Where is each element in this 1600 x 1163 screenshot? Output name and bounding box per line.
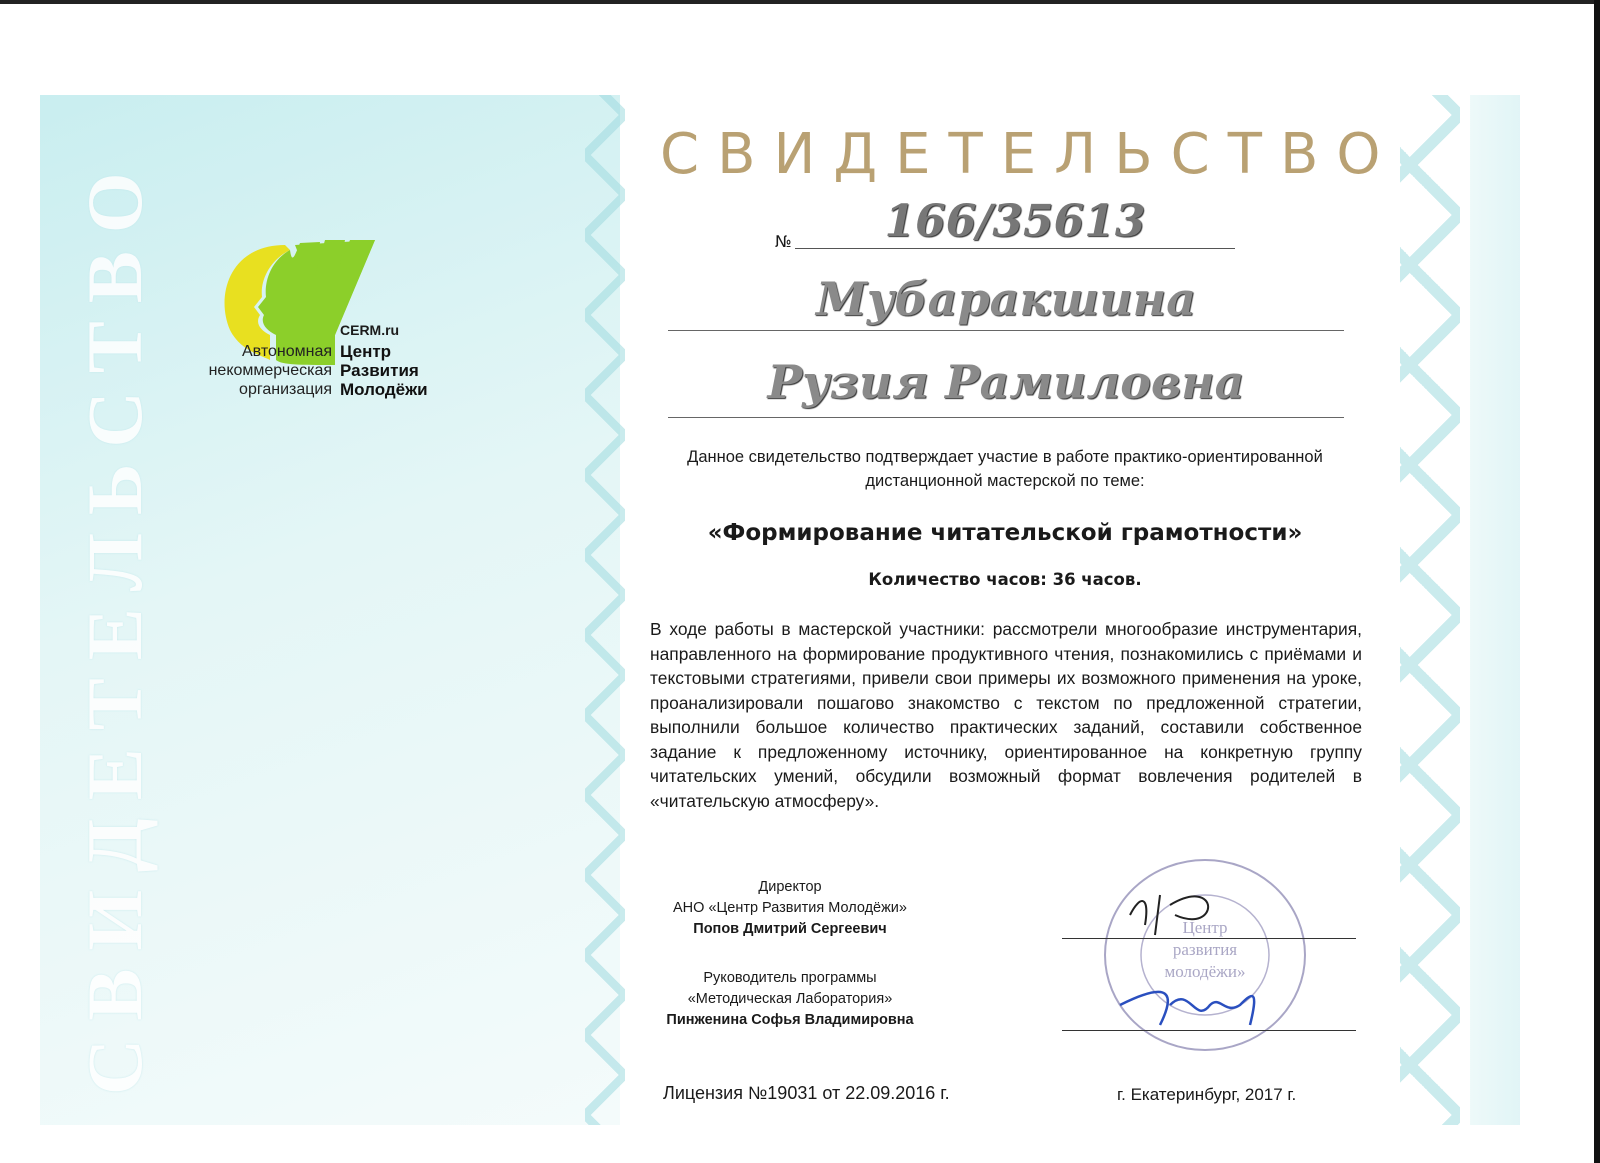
logo-line: Развития [340,361,419,380]
number-label: № [775,232,792,251]
license-info: Лицензия №19031 от 22.09.2016 г. [663,1083,950,1103]
stamp-text: молодёжи» [1164,962,1246,981]
certificate-title: СВИДЕТЕЛЬСТВО [660,122,1399,187]
signatory-org: «Методическая Лаборатория» [687,991,893,1007]
watermark-text: СВИДЕТЕЛЬСТВО [71,154,158,1095]
logo-line: Центр [340,342,392,361]
city-year: г. Екатеринбург, 2017 г. [1117,1085,1297,1104]
logo-org-type [180,342,332,399]
logo-line: организация [239,381,332,398]
scan-edge-right [1594,0,1600,1163]
signatory-role: Директор [758,879,822,895]
recipient-surname: Мубаракшина [668,272,1344,331]
signatory-program-head [640,968,940,1031]
number-underline [795,248,1235,249]
logo-line: некоммерческая [208,362,332,379]
official-stamp-icon [1100,855,1310,1055]
recipient-given-names: Рузия Рамиловна [668,355,1344,418]
logo-line: Автономная [242,343,332,360]
scan-edge-top [0,0,1600,4]
signatory-director [640,877,940,940]
intro-text: Данное свидетельство подтверждает участие в работе практико-ориентированной дистанционной мастерской по теме: [687,448,1323,490]
signatory-name: Пинженина Софья Владимировна [666,1012,914,1028]
workshop-topic: «Формирование читательской грамотности» [707,520,1303,546]
signature-line-program-head [1062,1030,1356,1031]
guilloche-border-left [585,95,625,1125]
signature-line-director [1062,938,1356,939]
hours-count: Количество часов: 36 часов. [868,570,1142,589]
signatory-name: Попов Дмитрий Сергеевич [693,921,887,937]
description-text: В ходе работы в мастерской участники: рассмотрели многообразие инструментария, направленного на формирование продуктивного чтения, познакомились с приёмами и текстовыми стратегиями, привели свои примеры их возможного применения на уроке, проанализировали пошагово знакомство с текстом по предложенной стратегии, выполнили большое количество практических заданий, составили собственное задание к предложенному источнику, ориентированное на конкретную группу читательских умений, обсудили возможный формат вовлечения родителей в «читательскую атмосферу». [650,619,1362,811]
guilloche-border-right [1400,95,1460,1125]
stamp-text: Центр [1182,918,1228,937]
certificate-number: 166/35613 [884,196,1146,247]
logo-site: CERM.ru [340,322,400,338]
guilloche-border-right-outer [1470,95,1520,1125]
stamp-text: развития [1172,940,1238,959]
signatory-org: АНО «Центр Развития Молодёжи» [673,900,907,916]
signatory-role: Руководитель программы [703,970,877,986]
logo-line: Молодёжи [340,380,428,399]
logo-org-name [340,342,428,399]
